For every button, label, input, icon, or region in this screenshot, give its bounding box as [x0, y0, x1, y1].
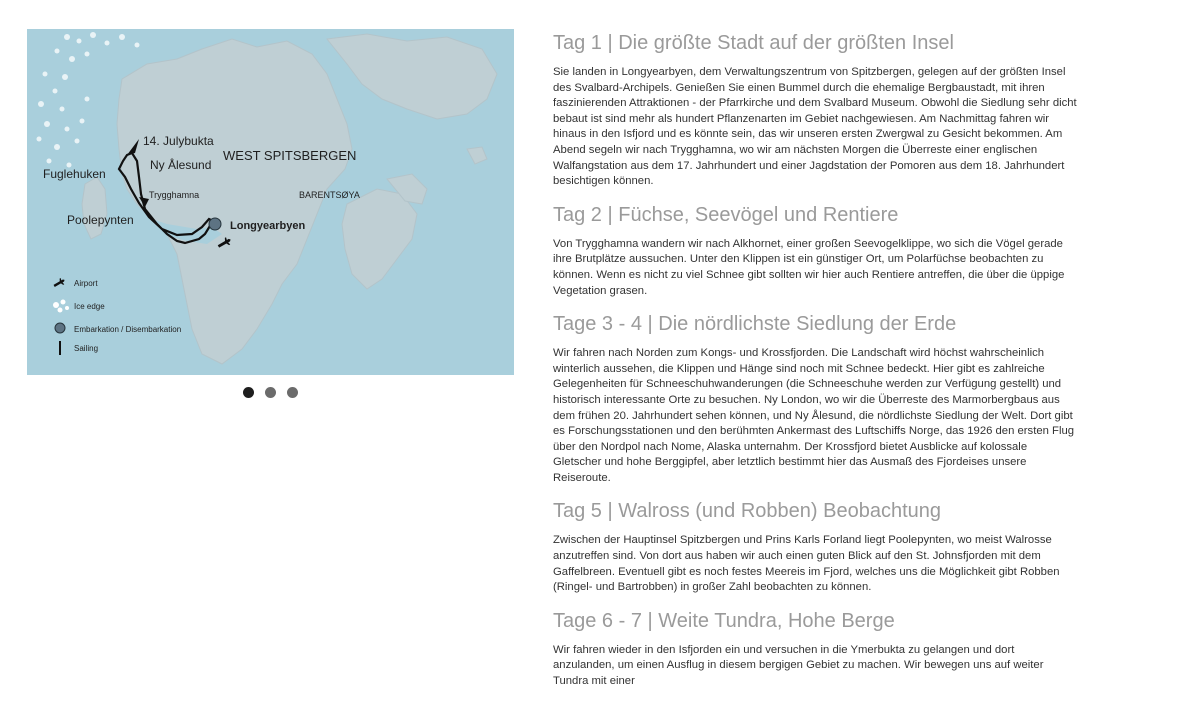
label-longyearbyen: Longyearbyen — [230, 220, 306, 232]
day-description: Wir fahren nach Norden zum Kongs- und Krossfjorden. Die Landschaft wird höchst wahrscheinlich winterlich aussehen, die Klippen und Hänge sind noch mit Schnee bedeckt. Hier gibt es zahlreiche Gelegenheiten für Schneeschuhwanderungen (die Schneeschuhe werden zur Verfügung gestellt) und historisch interessante Orte zu besuchen. Ny London, wo wir die Überreste des Marmorbergbaus aus dem frühen 20. Jahrhundert sehen können, und Ny Ålesund, die nördlichste Siedlung der Welt. Dort gibt es Forschungsstationen und den berühmten Ankermast des Luftschiffs Norge, das 1926 den ersten Flug über den Nordpol nach Nome, Alaska unternahm. Der Krossfjord bietet Ausblicke auf kolossale Gletscher und hohe Berggipfel, aber letztlich bestimmt hier das Ausmaß des Fjordeises unsere Reiseroute. — [553, 347, 1075, 484]
legend-label-ice-edge: Ice edge — [74, 302, 105, 311]
carousel-dot-3[interactable] — [287, 387, 298, 398]
itinerary-day — [553, 311, 1078, 486]
itinerary-day — [553, 202, 1078, 299]
label-ny-alesund: Ny Ålesund — [150, 158, 212, 172]
day-description: Zwischen der Hauptinsel Spitzbergen und Prins Karls Forland liegt Poolepynten, wo meist Walrosse anzutreffen sind. Von dort aus haben wir auch einen guten Blick auf den St. Johnsfjorden mit dem Gaffelbreen. Eventuell gibt es noch festes Meereis im Fjord, welches uns die Möglichkeit gibt Robben (Ringel- und Bartrobben) in großer Zahl beobachten zu können. — [553, 534, 1060, 594]
day-title: Tag 5 | Walross (und Robben) Beobachtung — [553, 500, 942, 523]
embarkation-marker-icon — [55, 323, 65, 333]
day-description: Wir fahren wieder in den Isfjorden ein und versuchen in die Ymerbukta zu gelangen und dort anzulanden, um einen Ausflug in diesem bergigen Gebiet zu machen. Wir bewegen uns auf weiter Tundra mit einer — [553, 643, 1044, 688]
label-julybukta: 14. Julybukta — [143, 134, 214, 148]
map-image — [27, 29, 514, 375]
legend-label-embarkation: Embarkation / Disembarkation — [74, 325, 182, 334]
label-poolepynten: Poolepynten — [67, 213, 134, 227]
label-west-spitsbergen: WEST SPITSBERGEN — [223, 148, 357, 163]
day-description: Sie landen in Longyearbyen, dem Verwaltungszentrum von Spitzbergen, gelegen auf der größten Insel des Svalbard-Archipels. Genießen Sie einen Bummel durch die ehemalige Bergbaustadt, mit ihren faszinierenden Attraktionen - der Pfarrkirche und dem Svalbard Museum. Obwohl die Siedlung sehr dicht bebaut ist sind mehr als hundert Pflanzenarten im Gebiet nachgewiesen. Am Nachmittag fahren wir hinaus in den Isfjord und es könnte sein, das wir unseren ersten Zwergwal zu Gesicht bekommen. Am Abend segeln wir nach Trygghamna, wo wir am nächsten Morgen die Überreste einer englischen Walfangstation aus dem 17. Jahrhundert und einer Jagdstation der Pomoren aus dem 18. Jahrhundert besichtigen können. — [553, 66, 1077, 188]
label-barentsoya: BARENTSØYA — [299, 190, 360, 200]
itinerary-day — [553, 498, 1078, 595]
day-title: Tag 2 | Füchse, Seevögel und Rentiere — [553, 203, 899, 226]
carousel-dot-1[interactable] — [243, 387, 254, 398]
itinerary-day — [553, 608, 1078, 690]
itinerary-day — [553, 30, 1078, 190]
day-description: Von Trygghamna wandern wir nach Alkhornet, einer großen Seevogelklippe, wo sich die Vögel gerade ihre Brutplätze aussuchen. Unter den Klippen ist ein günstiger Ort, um Polarfüchse beobachten zu können. Wenn es nicht zu viel Schnee gibt sollten wir hier auch Rentiere antreffen, die über die üppige Vegetation grasen. — [553, 237, 1065, 297]
day-title: Tage 3 - 4 | Die nördlichste Siedlung der Erde — [553, 313, 957, 336]
embarkation-marker-icon — [209, 218, 221, 230]
label-fuglehuken: Fuglehuken — [43, 167, 106, 181]
day-title: Tage 6 - 7 | Weite Tundra, Hohe Berge — [553, 609, 895, 632]
label-trygghamna: Trygghamna — [149, 190, 200, 200]
carousel-dots — [243, 387, 298, 399]
svalbard-map — [27, 29, 514, 375]
day-title: Tag 1 | Die größte Stadt auf der größten Insel — [553, 32, 954, 54]
legend-label-airport: Airport — [74, 279, 98, 288]
carousel-dot-2[interactable] — [265, 387, 276, 398]
itinerary — [553, 30, 1078, 702]
legend-label-sailing: Sailing — [74, 344, 99, 353]
